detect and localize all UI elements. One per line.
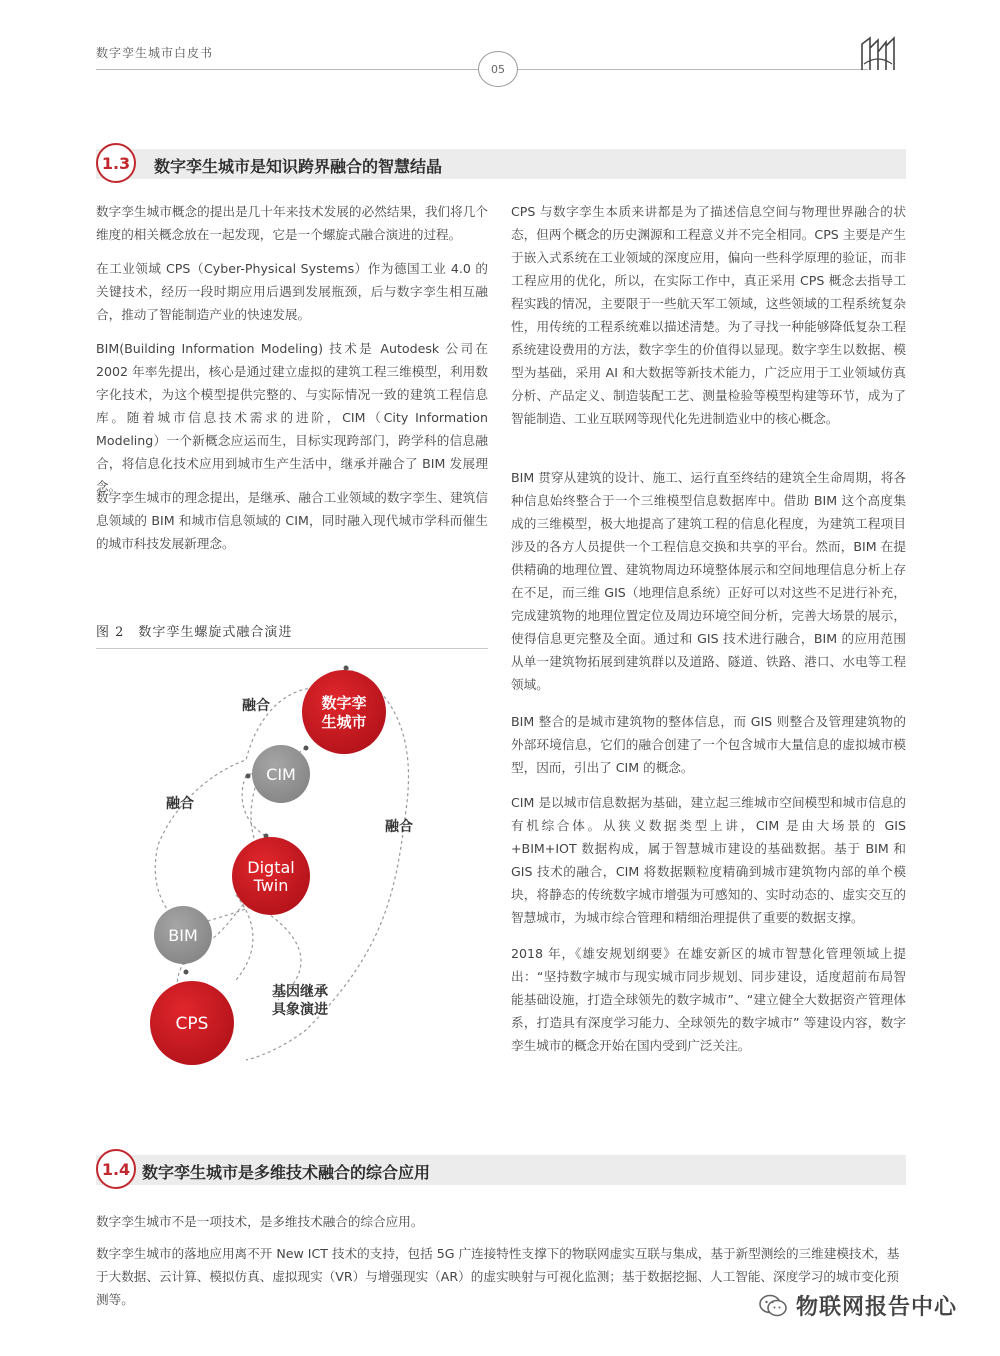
node-dot <box>184 970 189 975</box>
node-dot <box>304 746 309 751</box>
running-header-title: 数字孪生城市白皮书 <box>96 46 214 60</box>
bim-label: BIM <box>168 926 198 945</box>
body-paragraph: CIM 是以城市信息数据为基础，建立起三维城市空间模型和城市信息的有机综合体。从狭义数据类型上讲，CIM 是由大场景的 GIS +BIM+IOT 数据构成，属于智慧城市建设的基础数据。基于 BIM 和 GIS 技术的融合，CIM 将数据颗粒度精确到城市建筑物内部的单个模块，将静态的传统数字城市增强为可感知的、实时动态的、虚实交互的智慧城市，为城市综合管理和精细治理提供了重要的数据支撑。 <box>511 795 906 925</box>
body-paragraph: BIM 贯穿从建筑的设计、施工、运行直至终结的建筑全生命周期，将各种信息始终整合于一个三维模型信息数据库中。借助 BIM 这个高度集成的三维模型，极大地提高了建筑工程的信息化程度，为建筑工程项目涉及的各方人员提供一个工程信息交换和共享的平台。然而，BIM 在提供精确的地理位置、建筑物周边环境整体展示和空间地理信息分析上存在不足，而三维 GIS（地理信息系统）正好可以对这些不足进行补充，完成建筑物的地理位置定位及周边环境空间分析，完善大场景的展示，使得信息更完整及全面。通过和 GIS 技术进行融合，BIM 的应用范围从单一建筑物拓展到建筑群以及道路、隧道、铁路、港口、水电等工程领域。 <box>511 470 906 692</box>
node-dot <box>344 666 349 671</box>
digital-twin-city-label: 生城市 <box>321 713 367 731</box>
wechat-icon <box>758 1293 788 1319</box>
digital-twin-city-node <box>302 670 386 754</box>
fusion-label: 融合 <box>166 796 194 812</box>
figure-caption: 图 2 数字孪生螺旋式融合演进 <box>96 625 293 640</box>
spiral-fusion-diagram <box>96 650 488 1080</box>
watermark-text: 物联网报告中心 <box>796 1295 958 1320</box>
body-paragraph: 数字孪生城市概念的提出是几十年来技术发展的必然结果，我们将几个维度的相关概念放在一起发现，它是一个螺旋式融合演进的过程。 <box>96 204 488 242</box>
fusion-label: 融合 <box>242 698 270 714</box>
cim-label: CIM <box>266 765 296 784</box>
section-number-badge: 1.4 <box>96 1149 136 1189</box>
body-paragraph: CPS 与数字孪生本质来讲都是为了描述信息空间与物理世界融合的状态，但两个概念的历史渊源和工程意义并不完全相同。CPS 主要是产生于嵌入式系统在工业领域的深度应用，偏向一些科学原理的验证，而非工程应用的优化，所以，在实际工作中，真正采用 CPS 概念去指导工程实践的情况，主要限于一些航天军工领域，这些领域的工程系统复杂性，用传统的工程系统难以描述清楚。为了寻找一种能够降低复杂工程系统建设费用的方法，数字孪生的价值得以显现。数字孪生以数据、模型为基础，采用 AI 和大数据等新技术能力，广泛应用于工业领域仿真分析、产品定义、制造装配工艺、测量检验等模型构建等环节，成为了智能制造、工业互联网等现代化先进制造业中的核心概念。 <box>511 204 906 426</box>
digital-twin-label: Twin <box>253 876 289 895</box>
body-paragraph: 2018 年，《雄安规划纲要》在雄安新区的城市智慧化管理领域上提出：“坚持数字城市与现实城市同步规划、同步建设，适度超前布局智能基础设施，打造全球领先的数字城市”、“建立健全大数据资产管理体系，打造具有深度学习能力、全球领先的数字城市” 等建设内容，数字孪生城市的概念开始在国内受到广泛关注。 <box>511 946 906 1053</box>
publisher-logo-icon <box>858 34 898 74</box>
gene-inheritance-label: 具象演进 <box>272 1002 328 1018</box>
figure-rule <box>96 648 488 649</box>
page-number: 05 <box>478 51 518 87</box>
body-paragraph: 在工业领域 CPS（Cyber-Physical Systems）作为德国工业 4.0 的关键技术，经历一段时期应用后遇到发展瓶颈，后与数字孪生相互融合，推动了智能制造产业的快速发展。 <box>96 261 488 322</box>
fusion-label: 融合 <box>385 819 413 835</box>
section-title: 数字孪生城市是多维技术融合的综合应用 <box>142 1163 431 1182</box>
watermark <box>758 1290 957 1321</box>
cps-label: CPS <box>175 1014 209 1034</box>
section-title: 数字孪生城市是知识跨界融合的智慧结晶 <box>154 157 443 176</box>
body-paragraph: 数字孪生城市不是一项技术，是多维技术融合的综合应用。 <box>96 1214 424 1229</box>
digital-twin-label: Digtal <box>247 858 295 877</box>
node-dot <box>246 774 251 779</box>
section-number-badge: 1.3 <box>96 143 136 183</box>
gene-inheritance-label: 基因继承 <box>272 984 328 1000</box>
body-paragraph: 数字孪生城市的理念提出，是继承、融合工业领域的数字孪生、建筑信息领域的 BIM 和城市信息领域的 CIM，同时融入现代城市学科而催生的城市科技发展新理念。 <box>96 490 488 551</box>
body-paragraph: BIM(Building Information Modeling) 技术是 Autodesk 公司在 2002 年率先提出，核心是通过建立虚拟的建筑工程三维模型，利用数字化技术，为这个模型提供完整的、与实际情况一致的建筑工程信息库。随着城市信息技术需求的进阶，CIM（City Information Modeling）一个新概念应运而生，目标实现跨部门，跨学科的信息融合，将信息化技术应用到城市生产生活中，继承并融合了 BIM 发展理念。 <box>96 341 488 494</box>
body-paragraph: 数字孪生城市的落地应用离不开 New ICT 技术的支持，包括 5G 广连接特性支撑下的物联网虚实互联与集成，基于新型测绘的三维建模技术，基于大数据、云计算、模拟仿真、虚拟现实（VR）与增强现实（AR）的虚实映射与可视化监测；基于数据挖掘、人工智能、深度学习的城市变化预测等。 <box>96 1246 900 1307</box>
body-paragraph: BIM 整合的是城市建筑物的整体信息，而 GIS 则整合及管理建筑物的外部环境信息，它们的融合创建了一个包含城市大量信息的虚拟城市模型，因而，引出了 CIM 的概念。 <box>511 714 906 775</box>
digital-twin-city-label: 数字孪 <box>321 694 367 712</box>
